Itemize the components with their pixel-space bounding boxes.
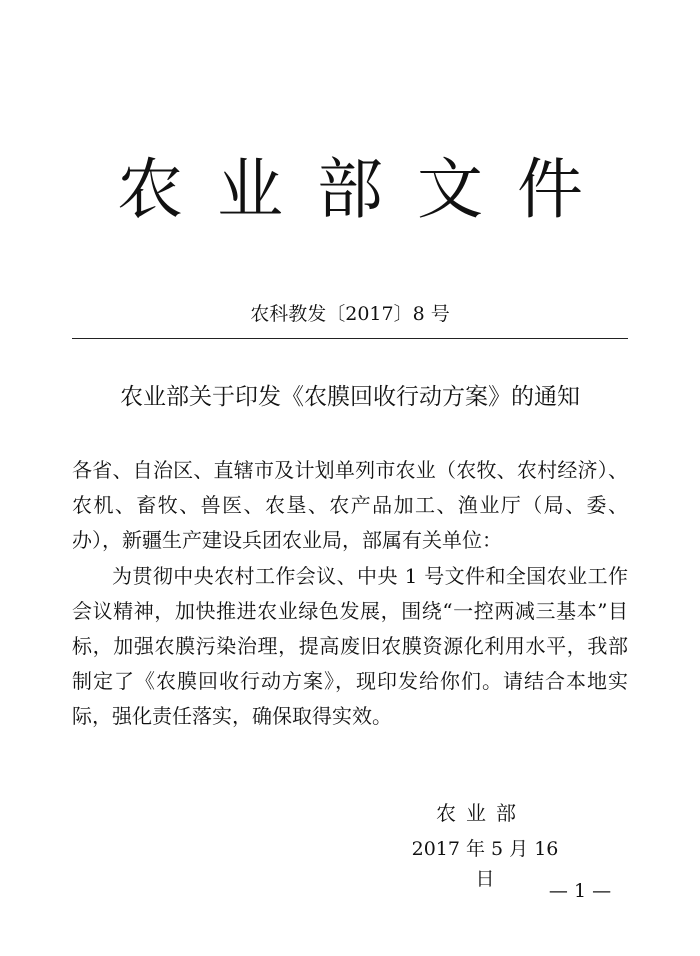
document-number: 农科教发〔2017〕8 号	[250, 303, 450, 325]
notice-title: 农业部关于印发《农膜回收行动方案》的通知	[120, 384, 580, 410]
page-number: — 1 —	[548, 880, 612, 902]
issue-date: 2017 年 5 月 16 日	[411, 838, 559, 890]
header-divider	[72, 338, 628, 339]
body-paragraph: 为贯彻中央农村工作会议、中央 1 号文件和全国农业工作会议精神，加快推进农业绿色发展，围绕“一控两减三基本”目标，加强农膜污染治理，提高废旧农膜资源化利用水平，我部制定了《农膜回收行动方案》，现印发给你们。请结合本地实际，强化责任落实，确保取得实效。	[72, 563, 628, 729]
issuer-signature: 农业部	[436, 801, 526, 825]
document-header-title: 农业部文件	[117, 151, 617, 228]
document-body	[72, 453, 628, 735]
salutation: 各省、自治区、直辖市及计划单列市农业（农牧、农村经济）、农机、畜牧、兽医、农垦、农产品加工、渔业厅（局、委、办），新疆生产建设兵团农业局，部属有关单位：	[72, 458, 628, 553]
